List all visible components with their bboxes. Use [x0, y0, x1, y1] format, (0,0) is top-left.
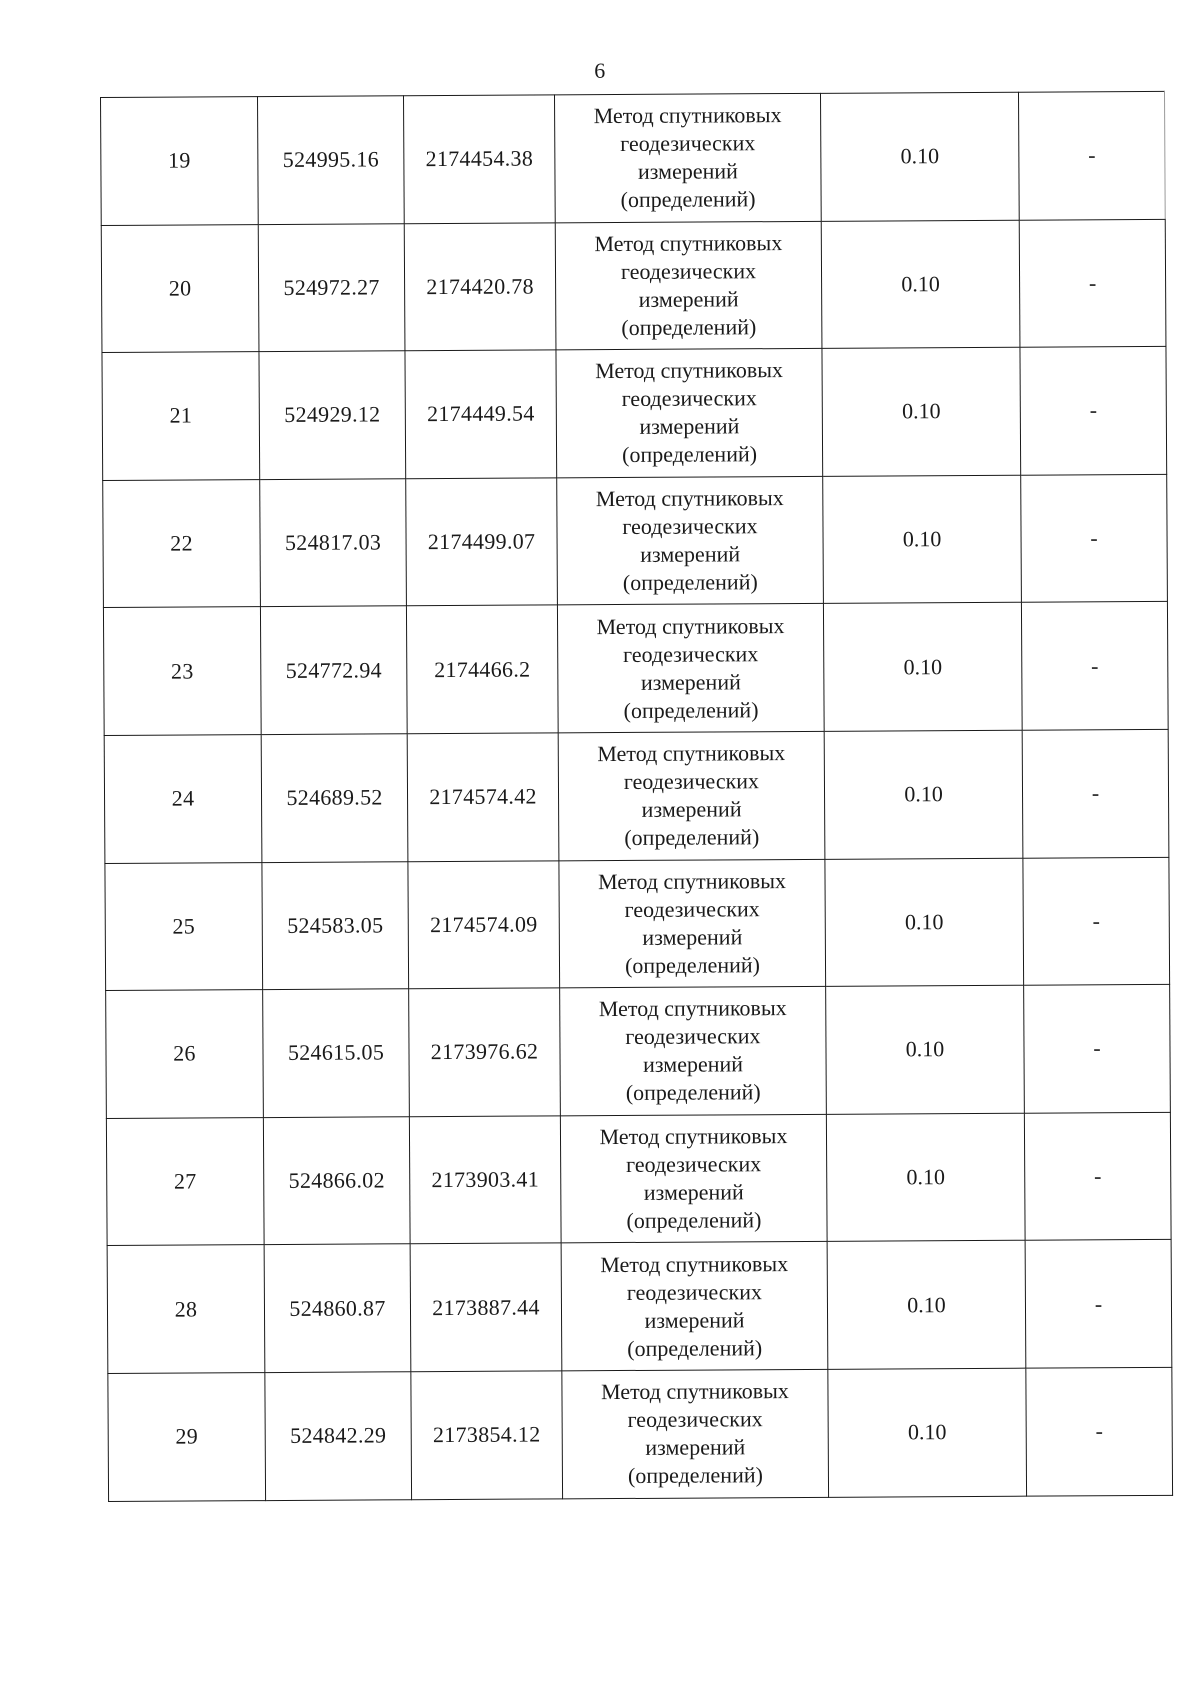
x-coordinate-cell: 524615.05	[263, 989, 410, 1117]
accuracy-cell: 0.10	[826, 1113, 1025, 1242]
point-number-cell: 27	[106, 1117, 264, 1245]
method-line: измерений	[637, 158, 738, 185]
point-number-cell: 21	[102, 352, 260, 480]
method-line: (определений)	[622, 569, 758, 596]
method-line: измерений	[641, 796, 742, 823]
table-row	[106, 1112, 1171, 1246]
method-line: измерений	[639, 413, 740, 440]
x-coordinate-cell: 524689.52	[261, 734, 408, 862]
point-number-cell: 23	[103, 607, 261, 735]
method-line: (определений)	[620, 186, 756, 213]
accuracy-cell: 0.10	[825, 858, 1024, 987]
accuracy-cell: 0.10	[827, 1241, 1026, 1370]
method-line: Метод спутниковых	[594, 229, 783, 257]
accuracy-cell: 0.10	[826, 985, 1025, 1114]
method-line: (определений)	[627, 1462, 763, 1489]
method-line: измерений	[640, 541, 741, 567]
accuracy-cell: 0.10	[823, 603, 1022, 732]
point-number-cell: 26	[106, 990, 264, 1118]
x-coordinate-cell: 524842.29	[265, 1372, 412, 1500]
method-cell	[560, 986, 827, 1115]
x-coordinate-cell: 524817.03	[260, 479, 407, 607]
method-line: измерений	[638, 286, 739, 312]
method-line: измерений	[644, 1306, 745, 1333]
method-cell	[557, 604, 824, 733]
x-coordinate-cell: 524929.12	[259, 351, 406, 479]
method-line: (определений)	[622, 441, 758, 468]
method-cell	[559, 859, 826, 988]
method-line: (определений)	[624, 824, 760, 851]
note-cell: -	[1021, 474, 1168, 602]
method-line: геодезических	[621, 385, 757, 412]
point-number-cell: 28	[107, 1245, 265, 1373]
x-coordinate-cell: 524995.16	[258, 96, 405, 224]
method-cell	[554, 93, 821, 222]
note-cell: -	[1026, 1367, 1173, 1495]
y-coordinate-cell: 2174454.38	[403, 95, 555, 223]
method-line: (определений)	[623, 696, 759, 723]
table-row	[103, 474, 1168, 608]
accuracy-cell: 0.10	[821, 220, 1020, 349]
y-coordinate-cell: 2173854.12	[411, 1371, 563, 1499]
accuracy-cell: 0.10	[828, 1368, 1027, 1497]
method-line: Метод спутниковых	[596, 612, 785, 639]
x-coordinate-cell: 524866.02	[263, 1116, 410, 1244]
method-line: геодезических	[627, 1406, 763, 1433]
method-line: измерений	[645, 1434, 746, 1461]
point-number-cell: 20	[101, 224, 259, 352]
table-row	[104, 729, 1169, 863]
method-cell	[561, 1242, 828, 1371]
point-number-cell: 22	[103, 479, 261, 607]
y-coordinate-cell: 2173976.62	[409, 988, 561, 1116]
method-line: геодезических	[624, 896, 760, 922]
note-cell: -	[1024, 985, 1171, 1113]
method-line: геодезических	[623, 768, 760, 795]
method-line: измерений	[642, 924, 743, 950]
method-line: геодезических	[620, 258, 757, 284]
note-cell: -	[1020, 347, 1167, 475]
method-line: (определений)	[621, 314, 757, 340]
method-line: измерений	[643, 1051, 744, 1078]
method-line: геодезических	[626, 1278, 763, 1305]
x-coordinate-cell: 524860.87	[264, 1244, 411, 1372]
page-number: 6	[594, 58, 606, 83]
method-line: геодезических	[622, 513, 758, 540]
method-line: (определений)	[627, 1334, 763, 1361]
method-line: геодезических	[623, 640, 759, 667]
method-line: (определений)	[624, 952, 761, 978]
note-cell: -	[1025, 1240, 1172, 1368]
method-line: Метод спутниковых	[597, 740, 786, 767]
method-line: (определений)	[626, 1207, 762, 1234]
note-cell: -	[1024, 1112, 1171, 1240]
note-cell: -	[1018, 91, 1165, 219]
coordinates-table	[100, 91, 1173, 1502]
method-line: Метод спутниковых	[595, 485, 784, 512]
method-line: измерений	[640, 668, 741, 695]
y-coordinate-cell: 2174574.42	[407, 733, 559, 861]
x-coordinate-cell: 524583.05	[262, 861, 409, 989]
y-coordinate-cell: 2174499.07	[406, 478, 558, 606]
method-line: геодезических	[625, 1151, 762, 1178]
method-line: Метод спутниковых	[595, 357, 784, 384]
point-number-cell: 19	[101, 97, 259, 225]
table-row	[102, 347, 1167, 481]
note-cell: -	[1023, 857, 1170, 985]
method-line: (определений)	[625, 1079, 761, 1106]
note-cell: -	[1022, 729, 1169, 857]
coordinates-table-body	[101, 91, 1173, 1501]
method-cell	[557, 476, 824, 605]
method-line: Метод спутниковых	[600, 1378, 789, 1405]
method-line: Метод спутниковых	[599, 1123, 788, 1150]
method-line: Метод спутниковых	[593, 102, 782, 129]
method-cell	[556, 349, 823, 478]
y-coordinate-cell: 2173887.44	[410, 1243, 562, 1371]
table-row	[101, 91, 1166, 225]
method-line: геодезических	[625, 1023, 761, 1050]
method-line: Метод спутниковых	[600, 1250, 789, 1277]
x-coordinate-cell: 524772.94	[260, 606, 407, 734]
y-coordinate-cell: 2174420.78	[404, 222, 556, 350]
y-coordinate-cell: 2174449.54	[405, 350, 557, 478]
method-line: измерений	[643, 1179, 744, 1205]
note-cell: -	[1019, 219, 1166, 347]
method-line: геодезических	[620, 130, 756, 157]
method-line: Метод спутниковых	[598, 867, 787, 895]
accuracy-cell: 0.10	[824, 730, 1023, 859]
note-cell: -	[1021, 602, 1168, 730]
x-coordinate-cell: 524972.27	[258, 223, 405, 351]
table-row	[107, 1240, 1172, 1374]
accuracy-cell: 0.10	[820, 92, 1019, 221]
method-line: Метод спутниковых	[598, 995, 787, 1022]
point-number-cell: 24	[104, 735, 262, 863]
y-coordinate-cell: 2173903.41	[409, 1116, 561, 1244]
y-coordinate-cell: 2174574.09	[408, 860, 560, 988]
table-row	[106, 985, 1171, 1119]
table-row	[103, 602, 1168, 736]
point-number-cell: 29	[108, 1373, 266, 1501]
table-row	[108, 1367, 1173, 1501]
table-row	[101, 219, 1166, 353]
method-cell	[555, 221, 822, 350]
accuracy-cell: 0.10	[822, 347, 1021, 476]
method-cell	[562, 1369, 829, 1498]
accuracy-cell: 0.10	[823, 475, 1022, 604]
y-coordinate-cell: 2174466.2	[406, 605, 558, 733]
method-cell	[560, 1114, 827, 1243]
method-cell	[558, 731, 825, 860]
table-row	[105, 857, 1170, 991]
point-number-cell: 25	[105, 862, 263, 990]
